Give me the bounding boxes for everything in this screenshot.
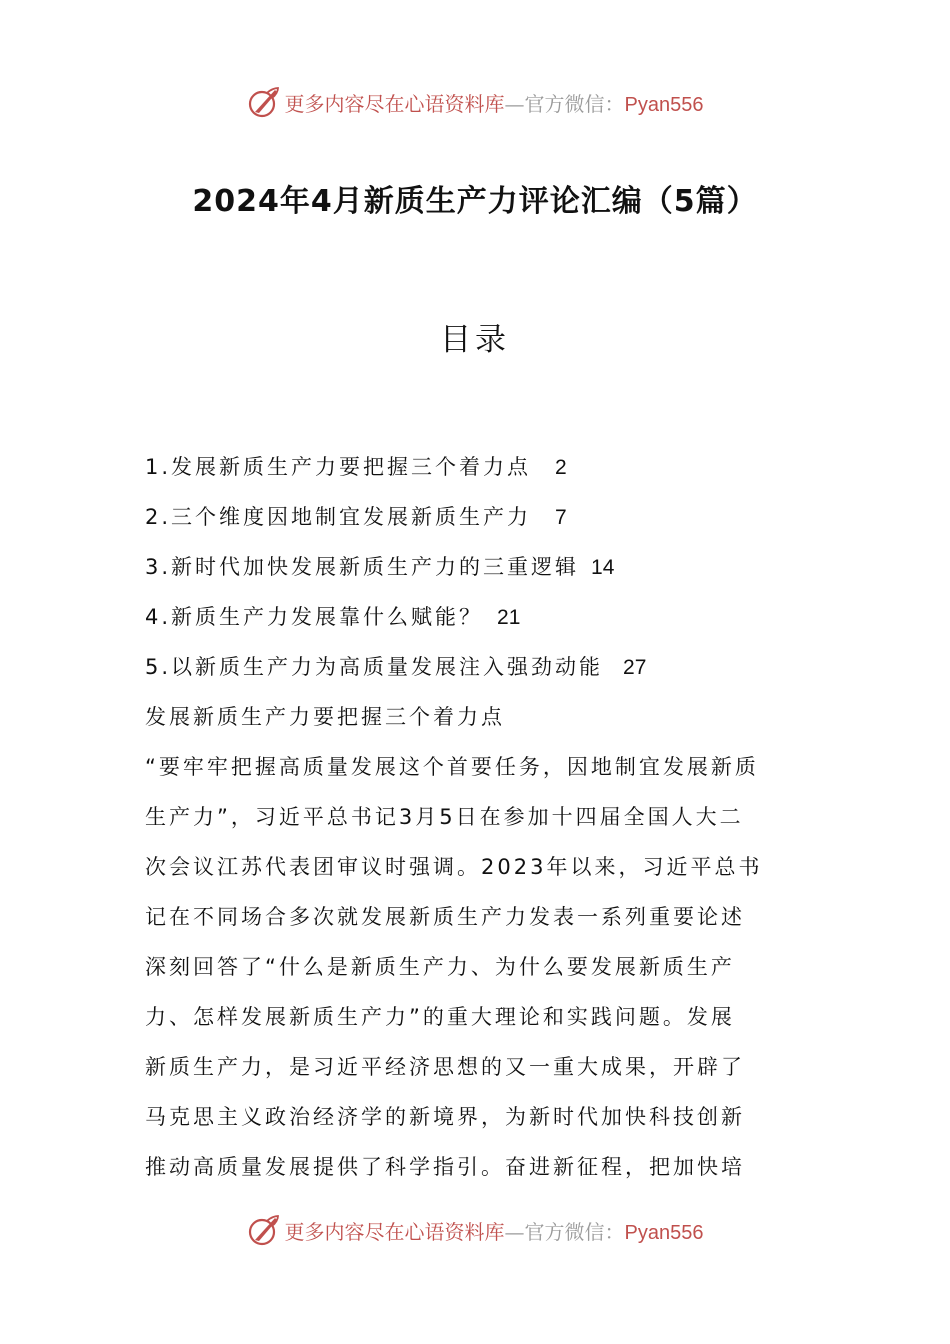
body-line: 生产力”，习近平总书记3月5日在参加十四届全国人大二: [145, 805, 744, 829]
banner-wechat-label: 官方微信：: [524, 91, 625, 116]
toc-item-page: 27: [623, 656, 647, 679]
footer-banner: [0, 1210, 950, 1250]
banner-wechat-label: 官方微信：: [524, 1219, 625, 1244]
banner-wechat-id: Pyan556: [624, 93, 704, 116]
document-title: 2024年4月新质生产力评论汇编（5篇）: [192, 184, 758, 219]
banner-text: [285, 1216, 704, 1245]
toc-item-label: 1.发展新质生产力要把握三个着力点: [145, 455, 532, 479]
toc-item-label: 5.以新质生产力为高质量发展注入强劲动能: [145, 655, 604, 679]
toc-item[interactable]: [145, 647, 825, 697]
banner-wechat-id: Pyan556: [624, 1221, 704, 1244]
table-of-contents: [145, 447, 825, 697]
header-banner: [0, 82, 950, 122]
quill-pen-logo-icon: [247, 1213, 281, 1247]
banner-library-name: 更多内容尽在心语资料库: [284, 1219, 505, 1244]
toc-item[interactable]: [145, 547, 825, 597]
banner-dash: —: [504, 1219, 525, 1244]
body-line: 推动高质量发展提供了科学指引。奋进新征程，把加快培: [145, 1155, 745, 1179]
toc-item-page: 2: [555, 456, 567, 479]
toc-item-page: 21: [497, 606, 521, 629]
body-line: “要牢牢把握高质量发展这个首要任务，因地制宜发展新质: [145, 755, 759, 779]
toc-heading: 目录: [440, 322, 510, 358]
banner-text: [285, 88, 704, 117]
body-line: 次会议江苏代表团审议时强调。2023年以来，习近平总书: [145, 855, 763, 879]
toc-item-label: 4.新质生产力发展靠什么赋能？: [145, 605, 484, 629]
body-line: 新质生产力，是习近平经济思想的又一重大成果，开辟了: [145, 1055, 745, 1079]
quill-pen-logo-icon: [247, 85, 281, 119]
body-line: 深刻回答了“什么是新质生产力、为什么要发展新质生产: [145, 955, 735, 979]
toc-item-label: 3.新时代加快发展新质生产力的三重逻辑: [145, 555, 580, 579]
body-line: 记在不同场合多次就发展新质生产力发表一系列重要论述: [145, 905, 745, 929]
banner-library-name: 更多内容尽在心语资料库: [284, 91, 505, 116]
banner-dash: —: [504, 91, 525, 116]
toc-item-page: 14: [591, 556, 615, 579]
article-body: [145, 697, 810, 1197]
body-line: 力、怎样发展新质生产力”的重大理论和实践问题。发展: [145, 1005, 735, 1029]
body-line: 马克思主义政治经济学的新境界，为新时代加快科技创新: [145, 1105, 745, 1129]
toc-item[interactable]: [145, 447, 825, 497]
toc-item[interactable]: [145, 597, 825, 647]
toc-item[interactable]: [145, 497, 825, 547]
article-heading: 发展新质生产力要把握三个着力点: [145, 705, 505, 729]
toc-item-page: 7: [555, 506, 567, 529]
toc-item-label: 2.三个维度因地制宜发展新质生产力: [145, 505, 532, 529]
